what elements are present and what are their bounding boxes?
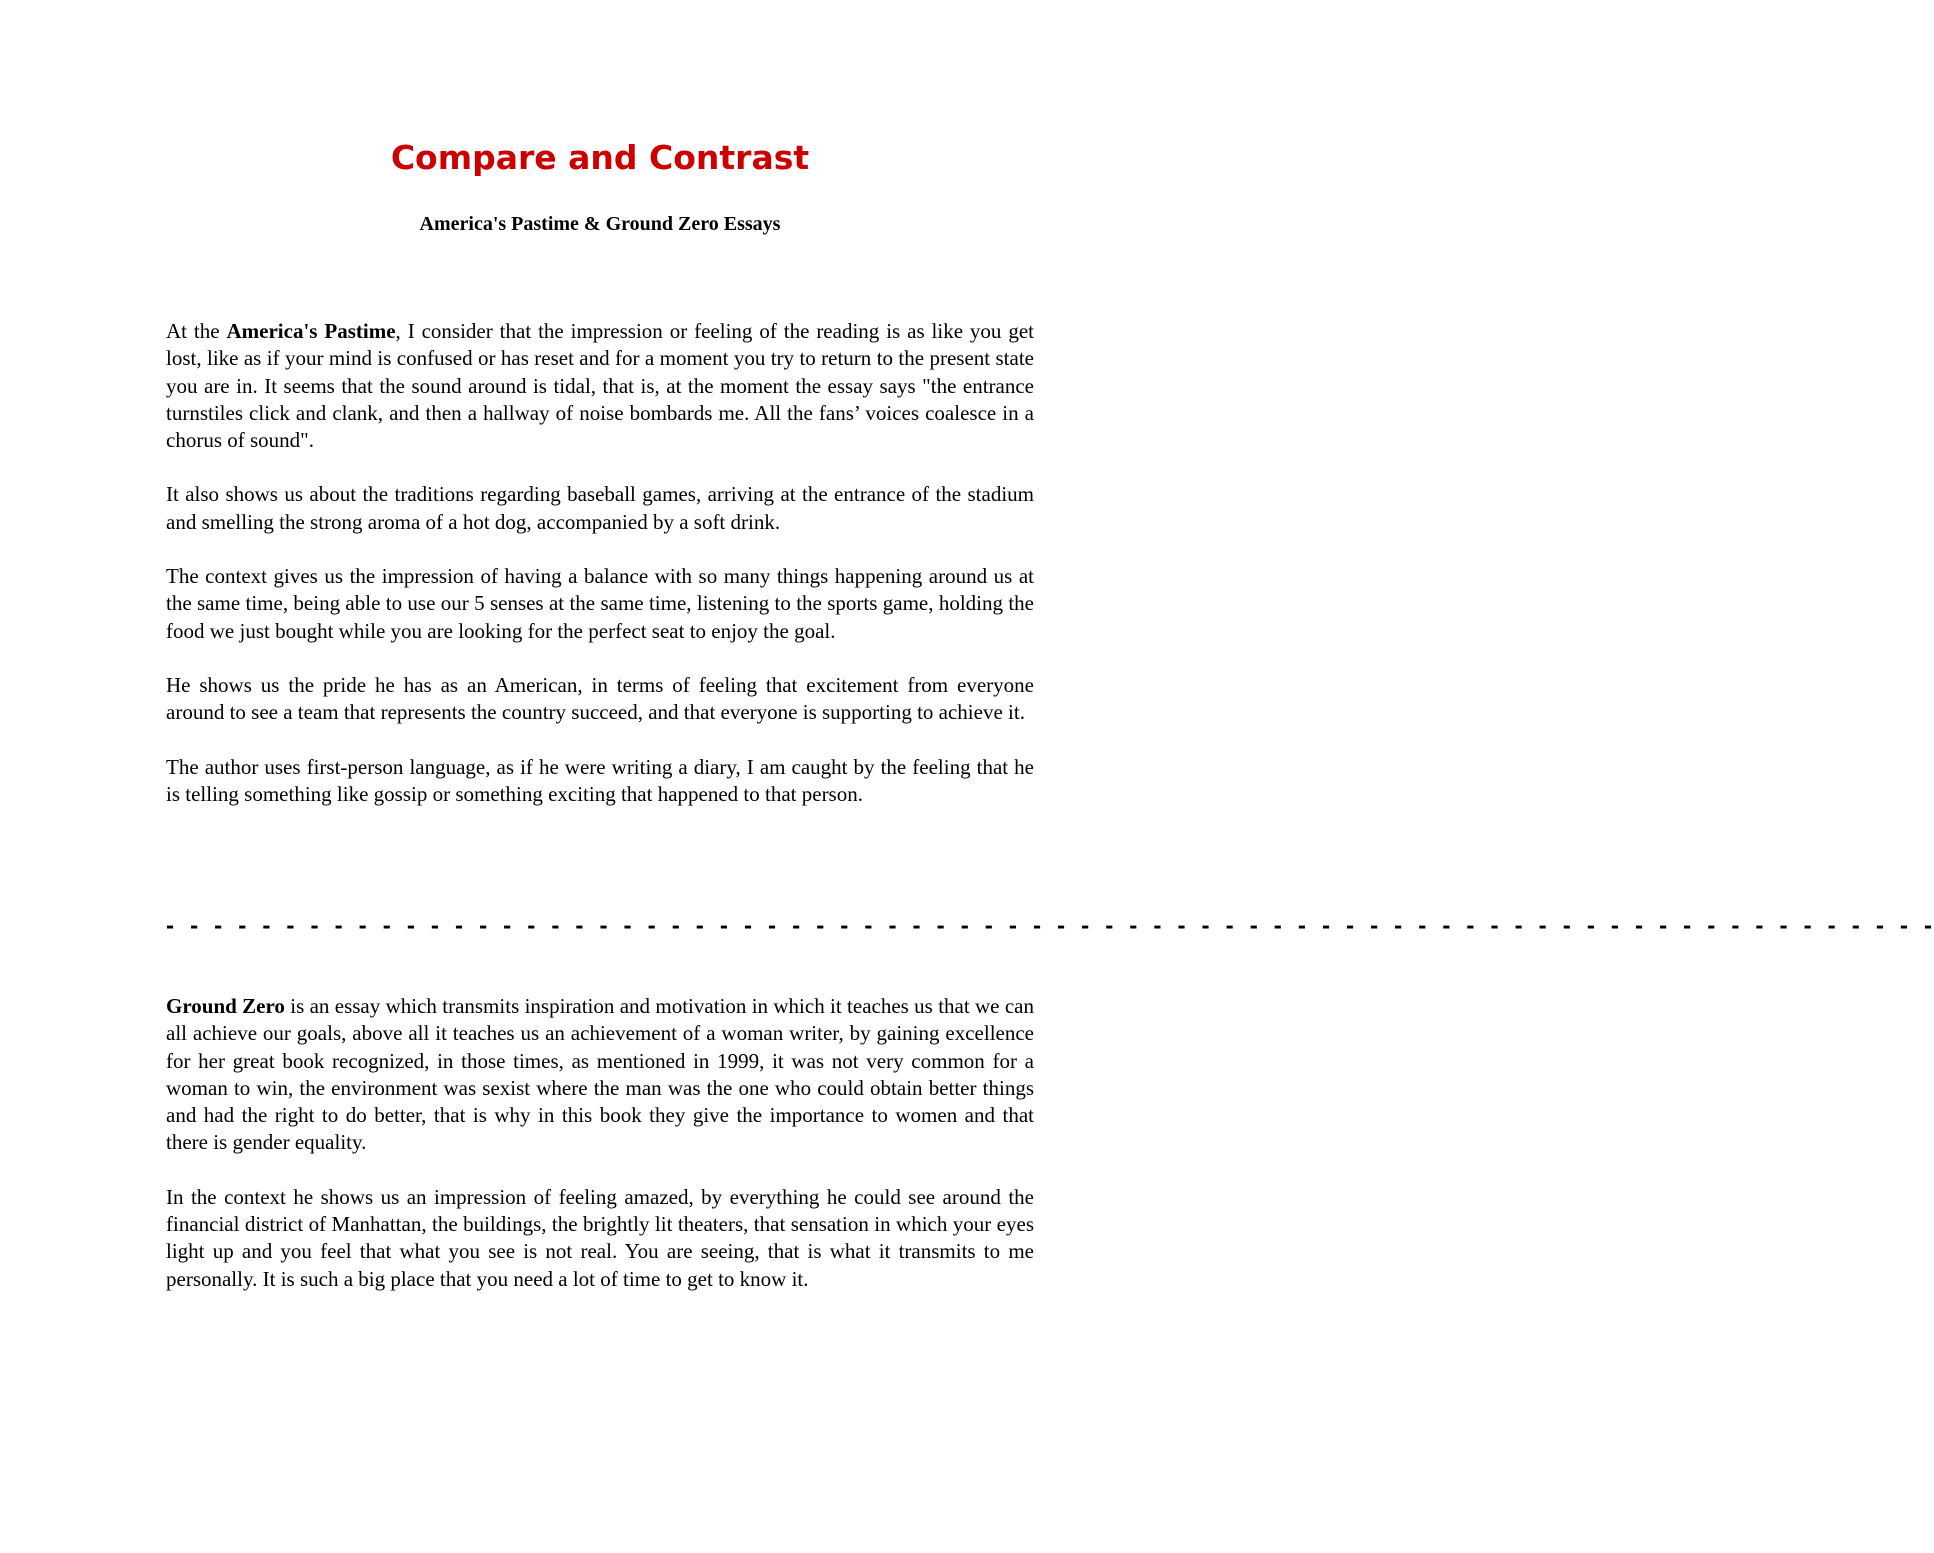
americas-pastime-section: [166, 318, 1034, 835]
paragraph: The author uses first-person language, as if he were writing a diary, I am caught by the feeling that he is telling something like gossip or something exciting that happened to that person.: [166, 754, 1034, 806]
paragraph: In the context he shows us an impression of feeling amazed, by everything he could see around the financial district of Manhattan, the buildings, the brightly lit theaters, that sensation in which your eyes light up and you feel that what you see is not real. You are seeing, that is what it transmits to me personally. It is such a big place that you need a lot of time to get to know it.: [166, 1184, 1034, 1291]
paragraph-text: , I consider that the impression or feeling of the reading is as like you get lost, like as if your mind is confused or has reset and for a moment you try to return to the present state you are in. It seems that the sound around is tidal, that is, at the moment the essay says "the entrance turnstiles click and clank, and then a hallway of noise bombards me. All the fans’ voices coalesce in a chorus of sound".: [166, 319, 1035, 453]
essay-name-bold: Ground Zero: [166, 994, 285, 1018]
paragraph-lead: At the: [166, 319, 227, 343]
paragraph: [166, 993, 1034, 1157]
essay-name-bold: America's Pastime: [226, 319, 396, 343]
section-divider: - - - - - - - - - - - - - - - - - - - - - - - - - - - - - - - - - - - - - - - - - - - - - - - - - - - - - - - - - - - - - - - - - - - - - - - - - -: [164, 914, 1934, 938]
page-subtitle: America's Pastime & Ground Zero Essays: [419, 213, 781, 235]
page-title: Compare and Contrast: [390, 138, 810, 177]
paragraph-text: is an essay which transmits inspiration and motivation in which it teaches us that we can all achieve our goals, above all it teaches us an achievement of a woman writer, by gaining excellence for her great book recognized, in those times, as mentioned in 1999, it was not very common for a woman to win, the environment was sexist where the man was the one who could obtain better things and had the right to do better, that is why in this book they give the importance to women and that there is gender equality.: [166, 994, 1034, 1155]
ground-zero-section: [166, 993, 1034, 1320]
paragraph: He shows us the pride he has as an American, in terms of feeling that excitement from everyone around to see a team that represents the country succeed, and that everyone is supporting to achieve it.: [166, 672, 1034, 725]
paragraph: [166, 318, 1034, 454]
paragraph: The context gives us the impression of having a balance with so many things happening around us at the same time, being able to use our 5 senses at the same time, listening to the sports game, holding the food we just bought while you are looking for the perfect seat to enjoy the goal.: [166, 564, 1034, 643]
paragraph: It also shows us about the traditions regarding baseball games, arriving at the entrance of the stadium and smelling the strong aroma of a hot dog, accompanied by a soft drink.: [166, 482, 1034, 534]
